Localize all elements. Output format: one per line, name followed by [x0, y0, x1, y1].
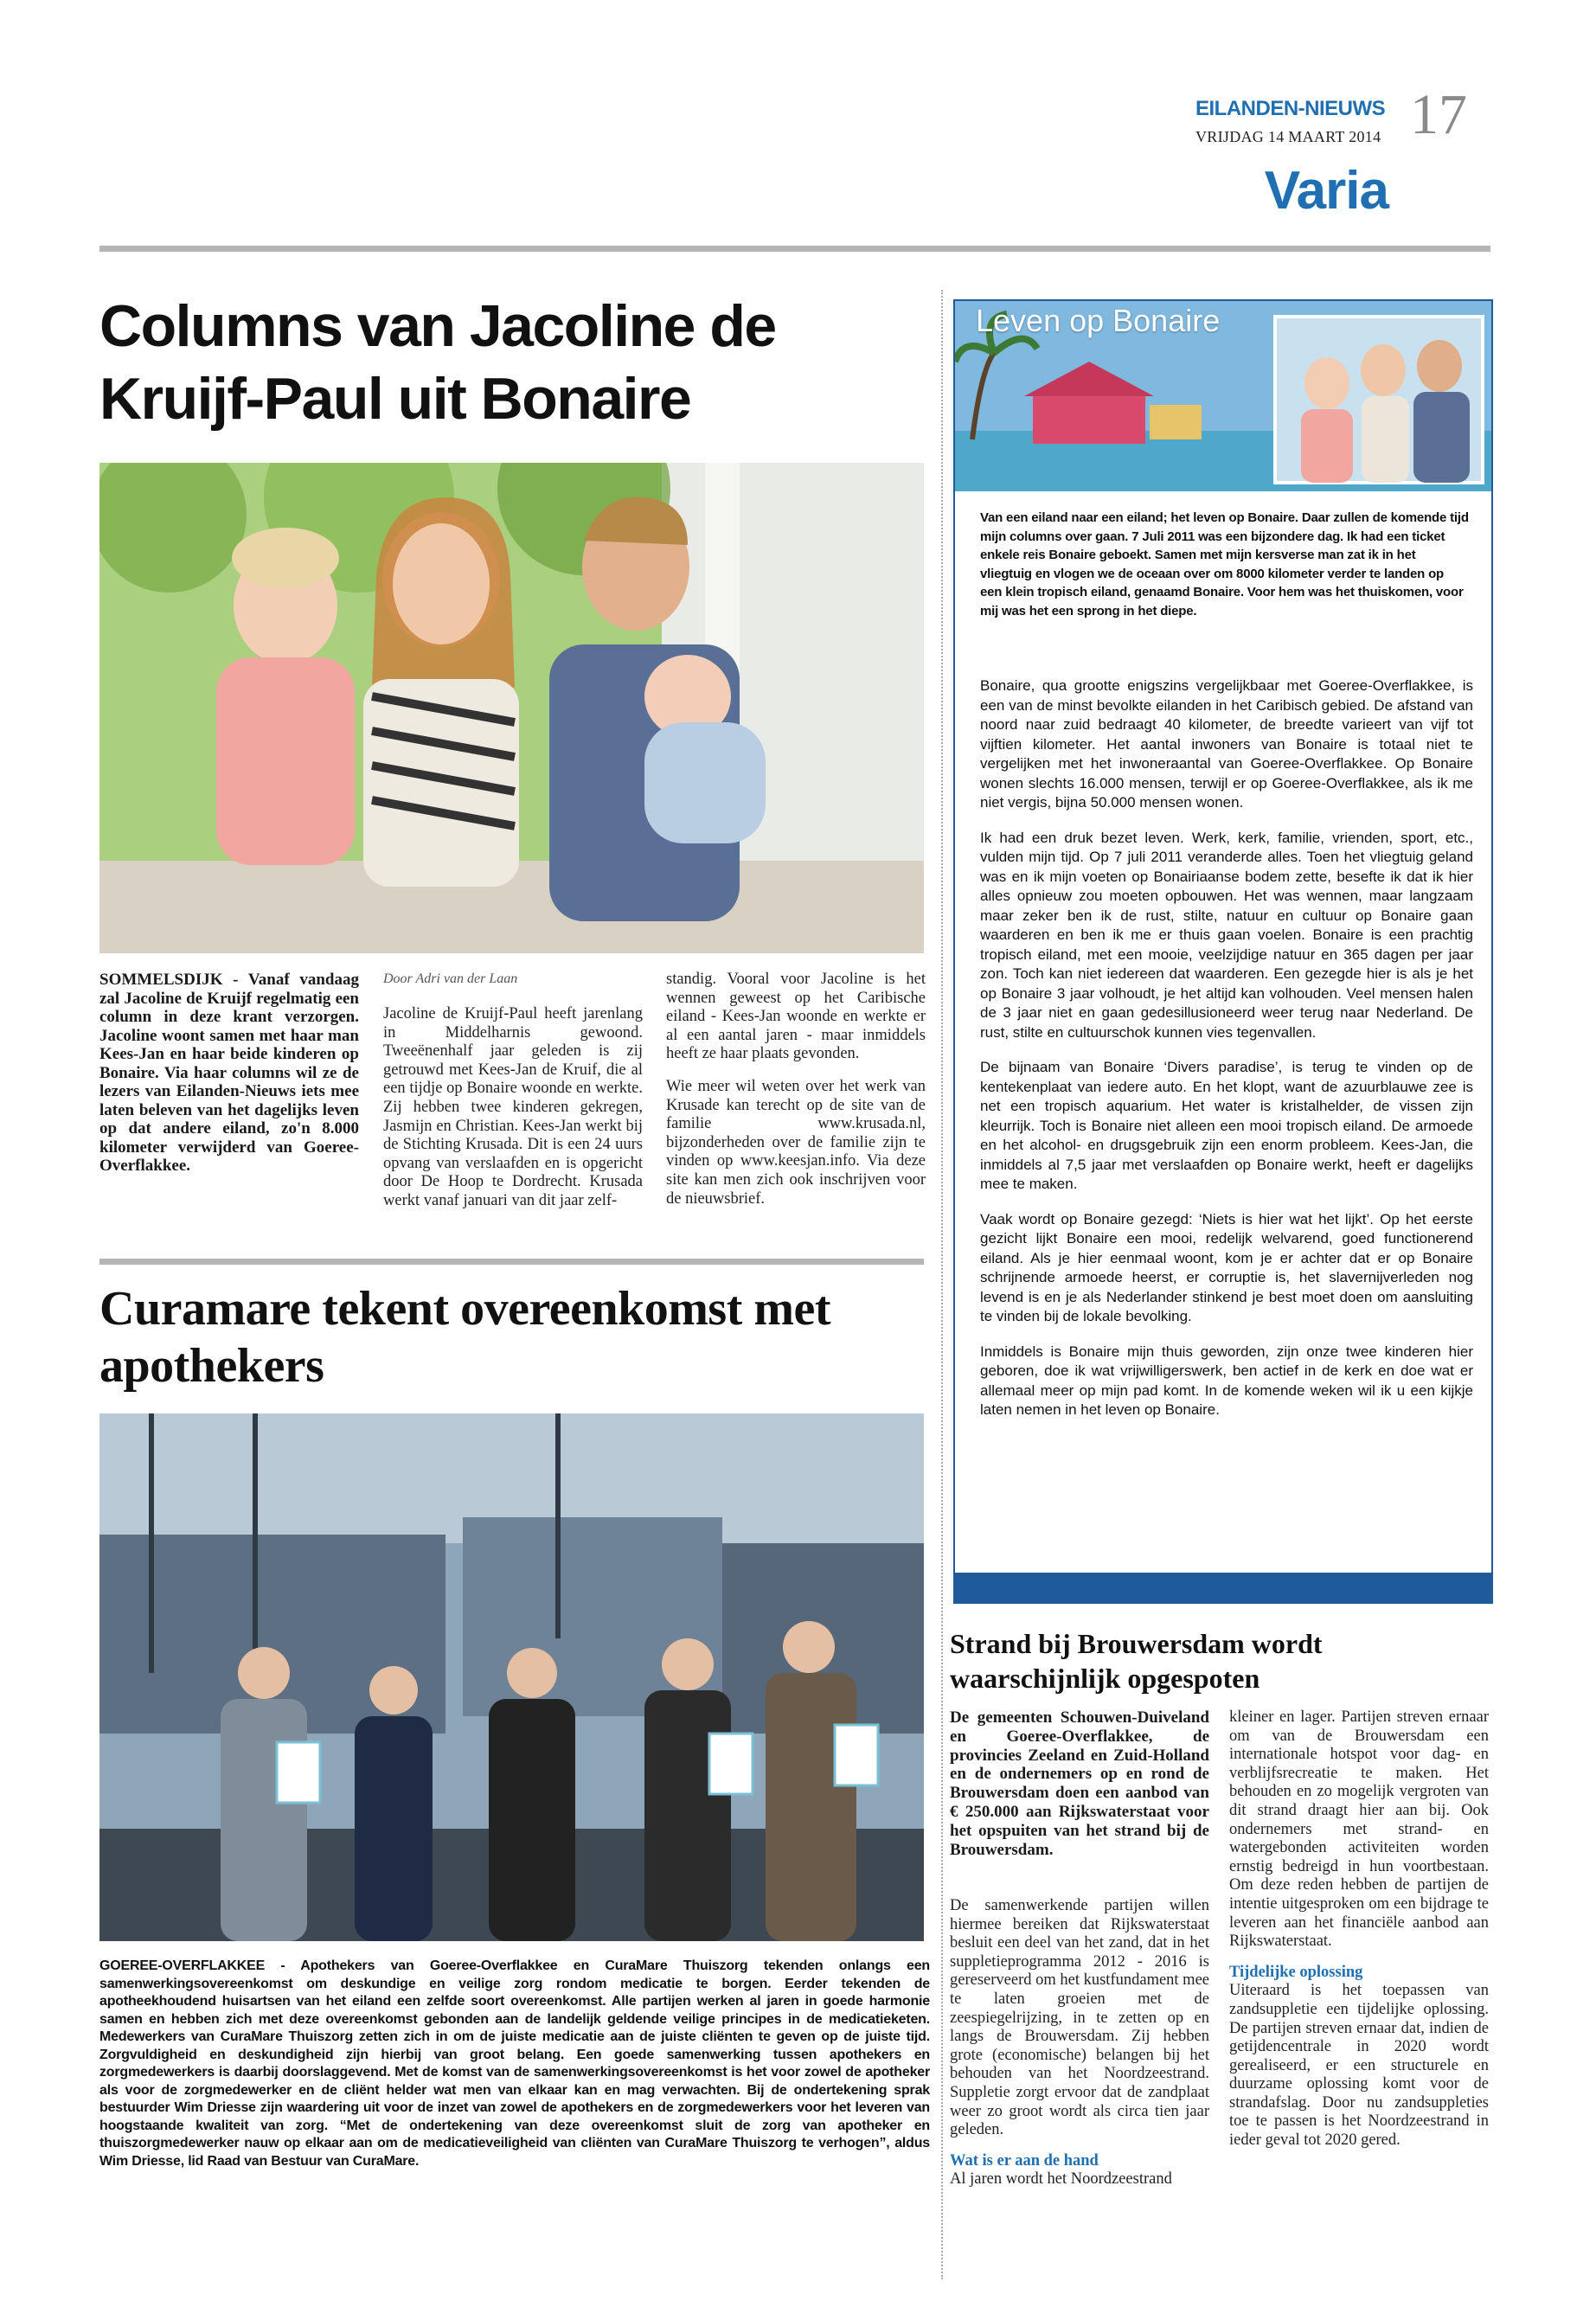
article2-headline: Curamare tekent overeenkomst met apothekers [99, 1282, 831, 1393]
article1-lead: SOMMELSDIJK - Vanaf vandaag zal Jacoline de Kruijf regelmatig een column in deze krant verzorgen. Jacoline woont samen met haar man Kees-Jan en haar beide kinderen op Bonaire. Via haar columns wil ze de lezers van Eilanden-Nieuws iets mee laten beleven van het dagelijks leven op dat andere eiland, zo'n 8.000 kilometer verwijderd van Goeree-Overflakkee. [99, 971, 359, 1175]
article3-headline: Strand bij Brouwersdam wordt waarschijnlijk opgespoten [950, 1628, 1323, 1694]
column-box-footer-bar [955, 1573, 1491, 1602]
column-box-title: Leven op Bonaire [976, 303, 1221, 338]
article3-paragraph-1: De samenwerkende partijen willen hiermee bereiken dat Rijkswaterstaat besluit een deel van het zand, dat in het suppletieprogramma 2012 - 2016 is gereserveerd om het kustfundament mee te laten groeien met de zeespiegelrijzing, in te zetten op en langs de Brouwersdam. Zij hebben grote (economische) belangen bij het behouden van het Noordzeestrand. Suppletie zorgt ervoor dat de zandplaat weer zo groot wordt als circa tien jaar geleden. [950, 1897, 1209, 2139]
article1-col2-text: Jacoline de Kruijf-Paul heeft jarenlang in Middelharnis gewoond. Tweeënenhalf jaar geleden is zij getrouwd met Kees-Jan de Kruif, die al een tijdje op Bonaire woonde en werkte. Zij hebben twee kinderen gekregen, Jasmijn en Christian. Kees-Jan werkt bij de Stichting Krusada. Dit is een 24 uurs opvang van verslaafden en is opgericht door De Hoop te Dordrecht. Krusada werkt vanaf januari van dit jaar zelf- [383, 1005, 643, 1209]
section-title: Varia [1264, 161, 1388, 221]
column-paragraph-1: Bonaire, qua grootte enigszins vergelijkbaar met Goeree-Overflakkee, is een van de minst bevolkte eilanden in het Caribisch gebied. De afstand van noord naar zuid bedraagt 40 kilometer, de breedte varieert van vijf tot vijftien kilometer. Het aantal inwoners van Bonaire is totaal niet te vergelijken met het inwoneraantal van Goeree-Overflakkee. Op Bonaire wonen slechts 16.000 mensen, terwijl er op Goeree-Overflakkee, als ik me niet vergis, bijna 50.000 mensen wonen. [980, 677, 1473, 811]
column-paragraph-4: Vaak wordt op Bonaire gezegd: ‘Niets is hier wat het lijkt’. Op het eerste gezicht lijkt Bonaire een mooi, redelijk welvarend, goed functionerend eiland. Als je hier eenmaal woont, kom je er achter dat er op Bonaire schrijnende armoede heerst, er corruptie is, het slavernijverleden nog levend is en je als Nederlander stinkend je best moet doen om aansluiting te vinden bij de lokale bevolking. [980, 1210, 1473, 1324]
article3-column2 [1229, 1708, 1489, 2163]
article1-column2 [383, 1005, 643, 1225]
article1-headline: Columns van Jacoline de Kruijf-Paul uit Bonaire [99, 293, 776, 432]
article1-column3 [666, 971, 926, 1222]
newspaper-brand: EILANDEN-NIEUWS [1195, 97, 1386, 120]
article2-caption: GOEREE-OVERFLAKKEE - Apothekers van Goeree-Overflakkee en CuraMare Thuiszorg tekenden onlangs een samenwerkingsovereenkomst om deskundige en veilige zorg rondom medicatie te borgen. Eerder tekenden de apotheekhoudend huisartsen van het eiland een zelfde soort overeenkomst. Alle partijen werken al jaren in goede harmonie samen en hebben zich met deze overeenkomst gebonden aan de landelijk geldende veilige principes in de medicatieketen. Medewerkers van CuraMare Thuiszorg zetten zich in om de juiste medicatie aan de juiste cliënten te geven op de juiste tijd. Zorgvuldigheid en deskundigheid zijn hierbij van groot belang. Een goede samenwerking tussen apothekers en zorgmedewerkers is daarbij doorslaggevend. Met de komst van de samenwerkingsovereenkomst is het voor zowel de apotheker als voor de zorgmedewerker en de cliënt helder wat men van elkaar kan en mag verwachten. Bij de ondertekening sprak bestuurder Wim Driesse zijn waardering uit voor de inzet van zowel de apothekers en de zorgmedewerkers voor het leveren van hoogstaande kwaliteit van zorg. “Met de ondertekening van deze overeenkomst sluit de zorg van apotheker en thuiszorgmedewerker nauw op elkaar aan om de medicatieveiligheid van cliënten van CuraMare Thuiszorg te verhogen”, aldus Wim Driesse, lid Raad van Bestuur van CuraMare. [99, 1958, 930, 2169]
article3-paragraph-3: kleiner en lager. Partijen streven ernaar om van de Brouwersdam een internationale hotspot voor dag- en verblijfsrecreatie te maken. Het behouden en zo mogelijk vergroten van dit strand draagt hier aan bij. Ook ondernemers met strand- en watergebonden activiteiten worden ernstig bedreigd in hun voortbestaan. Om deze reden hebben de partijen de intentie uitgesproken om een bijdrage te leveren aan het financiële aanbod aan Rijkswaterstaat. [1229, 1708, 1489, 1951]
signing-photo [99, 1413, 924, 1941]
column-paragraph-2: Ik had een druk bezet leven. Werk, kerk, familie, vrienden, sport, etc., vulden mijn tijd. Op 7 juli 2011 veranderde alles. Toen het vliegtuig geland was en ik mijn voeten op Bonairiaanse bodem zette, besefte ik dat ik hier alles opnieuw zou moeten opbouwen. Het was wennen, maar langzaam maar zeker ben ik de rust, stilte, natuur en cultuur op Bonaire gaan waarderen en ben ik me er thuis gaan voelen. Bonaire is een prachtig tropisch eiland, met een mooie, veelzijdige natuur en 365 dagen per jaar zon. Toch kan niet iedereen dat waarderen. Een gezegde hier is als je het op Bonaire 3 jaar volhoudt, je het altijd kan volhouden. Veel mensen halen de 3 jaar niet en gaan gedesillusioneerd weer terug naar Nederland. De rust, stilte en cultuurschok kunnen vies tegenvallen. [980, 829, 1473, 1041]
column-divider [941, 290, 943, 2279]
article3-column1 [950, 1897, 1209, 2202]
middle-divider [99, 1259, 924, 1265]
article3-paragraph-2: Al jaren wordt het Noordzeestrand [950, 2170, 1172, 2189]
column-paragraph-5: Inmiddels is Bonaire mijn thuis geworden, zijn onze twee kinderen hier geboren, doe ik wat vrijwilligerswerk, ben actief in de kerk en doe wat er allemaal meer op mijn pad komt. In de komende weken wil ik u een kijkje laten nemen in het leven op Bonaire. [980, 1343, 1473, 1418]
article1-byline: Door Adri van der Laan [383, 971, 518, 986]
article3-lead: De gemeenten Schouwen-Duiveland en Goeree-Overflakkee, de provincies Zeeland en Zuid-Holland en de ondernemers op en rond de Brouwersdam doen een aanbod van € 250.000 aan Rijkswaterstaat voor het opspuiten van het strand bij de Brouwersdam. [950, 1708, 1209, 1859]
article1-col3-paragraph1: standig. Vooral voor Jacoline is het wennen geweest op het Caribische eiland - Kees-Jan woonde en werkte er al een aantal jaren - maar inmiddels heeft ze haar plaats gevonden. [666, 971, 926, 1063]
issue-date: VRIJDAG 14 MAART 2014 [1195, 128, 1381, 145]
article3-subheading-1: Wat is er aan de hand [950, 2151, 1099, 2170]
column-box-body [980, 676, 1473, 1436]
signing-photo-illustration [99, 1413, 924, 1941]
article3-subheading-2: Tijdelijke oplossing [1229, 1963, 1363, 1981]
column-paragraph-3: De bijnaam van Bonaire ‘Divers paradise’, is terug te vinden op de kentekenplaat van iedere auto. En het klopt, want de azuurblauwe zee is net een tropisch aquarium. Het water is kristalhelder, de vissen zijn kleurrijk. Toch is Bonaire niet alleen een mooi tropisch eiland. De armoede en het alcohol- en drugsgebruik zijn een enorm probleem. Kees-Jan, die inmiddels al 7,5 jaar met verslaafden op Bonaire werkt, heeft er dagelijks mee te maken. [980, 1059, 1473, 1192]
article3-paragraph-4: Uiteraard is het toepassen van zandsuppletie een tijdelijke oplossing. De partijen streven ernaar dat, indien de getijdencentrale in 2020 wordt gerealiseerd, er een structurele en duurzame oplossing komt voor de strandafslag. Door nu zandsuppleties toe te passen is het Noordzeestrand in ieder geval tot 2020 gered. [1229, 1982, 1489, 2150]
article1-col3-paragraph2: Wie meer wil weten over het werk van Krusade kan terecht op de site van de familie www.krusada.nl, bijzonderheden over de familie zijn te vinden op www.keesjan.info. Via deze site kan men zich ook inschrijven voor de nieuwsbrief. [666, 1077, 926, 1208]
page-number: 17 [1410, 83, 1467, 146]
family-photo-illustration [99, 463, 924, 953]
top-divider [99, 246, 1490, 252]
column-box-intro: Van een eiland naar een eiland; het leven op Bonaire. Daar zullen de komende tijd mijn columns over gaan. 7 Juli 2011 was een bijzondere dag. Ik had een ticket enkele reis Bonaire geboekt. Samen met mijn kersverse man zat ik in het vliegtuig en vlogen we de oceaan over om 8000 kilometer verder te landen op een klein tropisch eiland, genaamd Bonaire. Voor hem was het thuiskomen, voor mij was het een sprong in het diepe. [980, 510, 1469, 619]
family-photo [99, 463, 924, 953]
